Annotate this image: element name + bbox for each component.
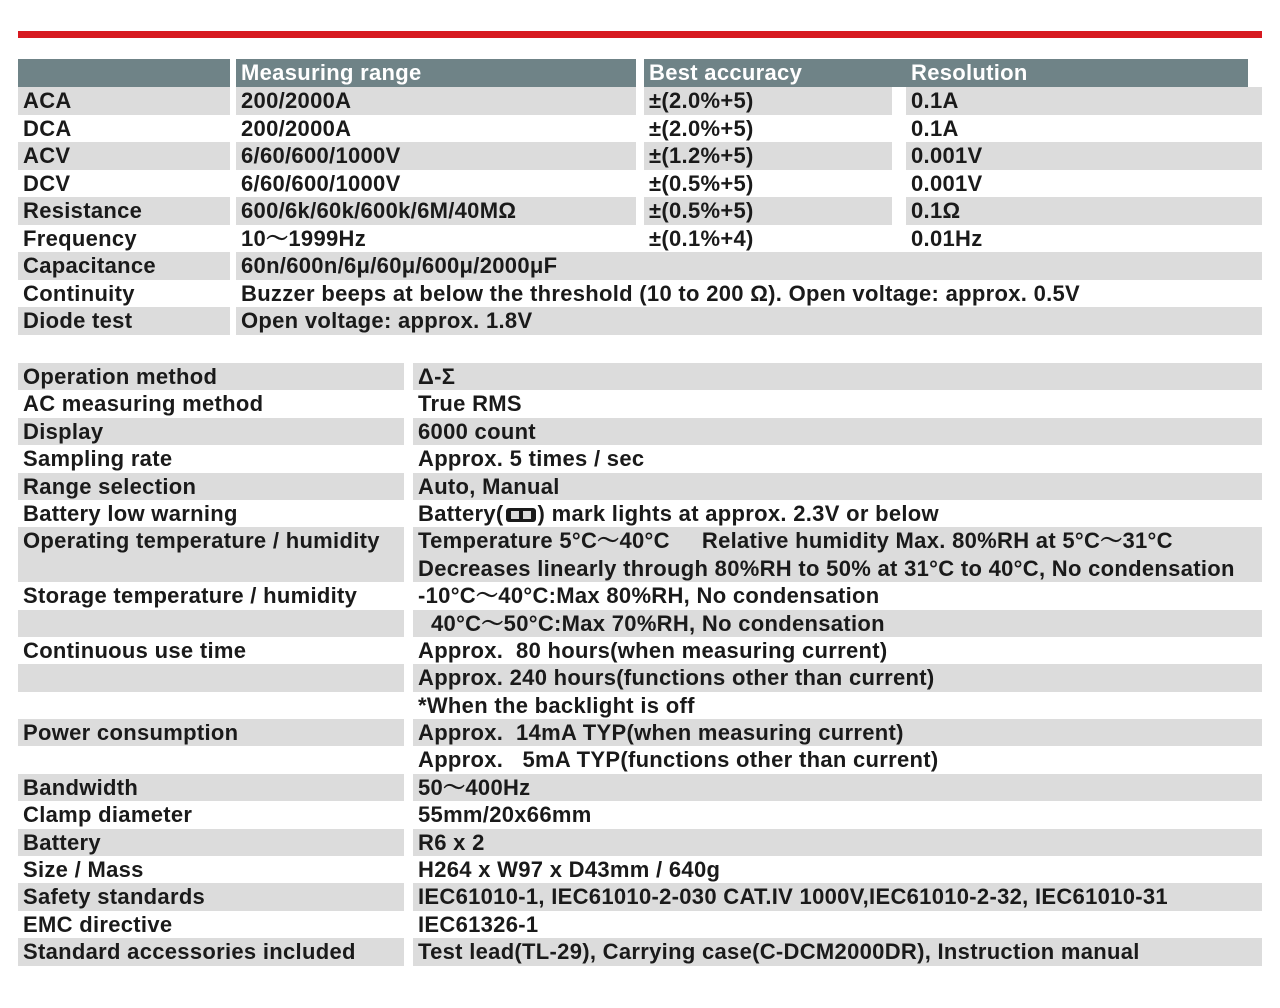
accuracy-cell: ±(2.0%+5) [644, 87, 892, 115]
table-row [18, 225, 1262, 253]
spec-key: Power consumption [18, 719, 404, 746]
spec-key: Continuous use time [23, 637, 247, 663]
table-row [18, 610, 1262, 637]
spec-value: Temperature 5°C～40°C Relative humidity Max. 80%RH at 5°C～31°C [413, 527, 1262, 554]
table-row [18, 445, 1262, 472]
spec-value: Approx. 14mA TYP(when measuring current) [413, 719, 1262, 746]
spec-value: 40°C～50°C:Max 70%RH, No condensation [413, 610, 1262, 637]
spec-value: 6000 count [413, 418, 1262, 445]
table-row [18, 115, 1262, 143]
resolution-cell: 0.1A [906, 87, 1262, 115]
accuracy-cell: ±(0.5%+5) [649, 170, 754, 196]
row-label: Continuity [23, 280, 135, 306]
spec-key [18, 746, 404, 773]
row-label: ACA [18, 87, 230, 115]
table-row [18, 500, 1262, 527]
resolution-cell: 0.01Hz [911, 225, 983, 251]
row-label: Diode test [18, 307, 230, 335]
table-row [18, 719, 1262, 746]
table-row [18, 692, 1262, 719]
table-row [18, 582, 1262, 609]
range-cell: 10～1999Hz [241, 225, 366, 251]
resolution-cell: 0.001V [906, 142, 1262, 170]
red-accent-bar [18, 31, 1262, 38]
spec-key: Display [18, 418, 404, 445]
accuracy-cell: ±(2.0%+5) [649, 115, 754, 141]
range-cell: Buzzer beeps at below the threshold (10 to 200 Ω). Open voltage: approx. 0.5V [241, 280, 1081, 306]
spec-key: Operating temperature / humidity [18, 527, 404, 554]
spec-key [18, 610, 404, 637]
spec-value: *When the backlight is off [418, 692, 695, 718]
general-spec-table [18, 363, 1262, 966]
spec-value: H264 x W97 x D43mm / 640g [418, 857, 721, 883]
spec-value: IEC61326-1 [418, 911, 539, 937]
spec-key: Safety standards [18, 883, 404, 910]
spec-key: Size / Mass [23, 857, 144, 883]
battery-text-after: ) mark lights at approx. 2.3V or below [537, 500, 939, 526]
spec-key: Clamp diameter [23, 802, 193, 828]
spec-key: Range selection [18, 473, 404, 500]
spec-value: Test lead(TL-29), Carrying case(C-DCM2000DR), Instruction manual [413, 938, 1262, 965]
table-row [18, 774, 1262, 801]
row-label: Resistance [18, 197, 230, 225]
table-row [18, 801, 1262, 828]
range-cell: 200/2000A [241, 115, 352, 141]
header-cell [18, 59, 230, 87]
range-cell: Open voltage: approx. 1.8V [236, 307, 1262, 335]
range-cell: 200/2000A [236, 87, 636, 115]
table-header-row [18, 59, 1262, 87]
table-row [18, 170, 1262, 198]
spec-value: Approx. 80 hours(when measuring current) [418, 637, 888, 663]
range-cell: 60n/600n/6μ/60μ/600μ/2000μF [236, 252, 1262, 280]
spec-key [18, 664, 404, 691]
header-cell: Resolution [892, 59, 1248, 87]
spec-key [18, 555, 404, 582]
table-row [18, 911, 1262, 938]
table-row [18, 197, 1262, 225]
spec-value: True RMS [418, 391, 522, 417]
row-label: Capacitance [18, 252, 230, 280]
spec-key: Battery low warning [23, 500, 238, 526]
table-row [18, 555, 1262, 582]
range-cell: 600/6k/60k/600k/6M/40MΩ [236, 197, 636, 225]
table-row [18, 473, 1262, 500]
spec-value: Auto, Manual [413, 473, 1262, 500]
row-label: ACV [18, 142, 230, 170]
spec-value: Approx. 5 times / sec [418, 446, 645, 472]
row-label: DCA [23, 115, 72, 141]
resolution-cell: 0.1Ω [906, 197, 1262, 225]
battery-icon [506, 508, 536, 522]
battery-text-before: Battery( [418, 500, 504, 526]
resolution-cell: 0.1A [911, 115, 959, 141]
header-cell: Measuring range [236, 59, 636, 87]
spec-key: AC measuring method [23, 391, 264, 417]
table-row [18, 883, 1262, 910]
spec-key: Storage temperature / humidity [23, 583, 358, 609]
table-row [18, 280, 1262, 308]
row-label: DCV [23, 170, 71, 196]
accuracy-cell: ±(0.1%+4) [649, 225, 754, 251]
spec-key: Standard accessories included [18, 938, 404, 965]
spec-value: IEC61010-1, IEC61010-2-030 CAT.IV 1000V,IEC61010-2-32, IEC61010-31 [413, 883, 1262, 910]
table-row [18, 252, 1262, 280]
table-row [18, 637, 1262, 664]
spec-key: Operation method [18, 363, 404, 390]
spec-value: 50～400Hz [413, 774, 1262, 801]
spec-value: R6 x 2 [413, 829, 1262, 856]
table-row [18, 307, 1262, 335]
table-row [18, 363, 1262, 390]
table-row [18, 527, 1262, 554]
table-row [18, 746, 1262, 773]
table-row [18, 829, 1262, 856]
table-row [18, 418, 1262, 445]
spec-key: Battery [18, 829, 404, 856]
measurement-spec-table [18, 59, 1262, 335]
table-row [18, 87, 1262, 115]
header-cell: Best accuracy [644, 59, 892, 87]
table-row [18, 856, 1262, 883]
table-row [18, 938, 1262, 965]
spec-key: Sampling rate [23, 446, 173, 472]
range-cell: 6/60/600/1000V [241, 170, 401, 196]
table-row [18, 142, 1262, 170]
spec-value [413, 500, 1262, 527]
table-row [18, 664, 1262, 691]
resolution-cell: 0.001V [911, 170, 983, 196]
spec-key: Bandwidth [18, 774, 404, 801]
table-row [18, 390, 1262, 417]
range-cell: 6/60/600/1000V [236, 142, 636, 170]
spec-key [18, 692, 404, 719]
spec-value: Approx. 5mA TYP(functions other than current) [418, 747, 939, 773]
spec-key: EMC directive [23, 911, 173, 937]
spec-value: Approx. 240 hours(functions other than current) [413, 664, 1262, 691]
spec-value: Decreases linearly through 80%RH to 50% at 31°C to 40°C, No condensation [413, 555, 1262, 582]
accuracy-cell: ±(1.2%+5) [644, 142, 892, 170]
row-label: Frequency [23, 225, 137, 251]
spec-value: -10°C～40°C:Max 80%RH, No condensation [418, 583, 880, 609]
spec-value: Δ-Σ [413, 363, 1262, 390]
accuracy-cell: ±(0.5%+5) [644, 197, 892, 225]
spec-value: 55mm/20x66mm [418, 802, 592, 828]
